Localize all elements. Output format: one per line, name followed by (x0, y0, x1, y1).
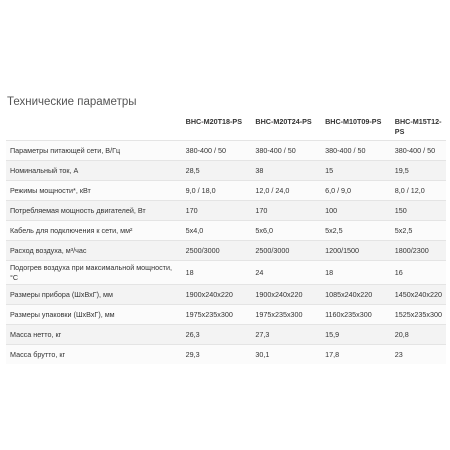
cell-value: 1900х240х220 (182, 285, 252, 305)
cell-value: 17,8 (321, 345, 391, 365)
cell-value: 380-400 / 50 (182, 141, 252, 161)
row-label: Размеры прибора (ШхВхГ), мм (6, 285, 182, 305)
cell-value: 27,3 (251, 325, 321, 345)
cell-value: 28,5 (182, 161, 252, 181)
table-row (6, 345, 446, 365)
cell-value: 23 (391, 345, 446, 365)
cell-value: 170 (251, 201, 321, 221)
cell-value: 16 (391, 261, 446, 285)
row-label: Параметры питающей сети, В/Гц (6, 141, 182, 161)
table-header-row (6, 113, 446, 141)
row-label: Расход воздуха, м³/час (6, 241, 182, 261)
table-row (6, 181, 446, 201)
cell-value: 380-400 / 50 (321, 141, 391, 161)
row-label: Номинальный ток, А (6, 161, 182, 181)
cell-value: 1450х240х220 (391, 285, 446, 305)
header-model-2: BHC-M20T24-PS (255, 117, 312, 126)
cell-value: 380-400 / 50 (251, 141, 321, 161)
cell-value: 18 (182, 261, 252, 285)
cell-value: 8,0 / 12,0 (391, 181, 446, 201)
row-label: Подогрев воздуха при максимальной мощности, °С (6, 261, 182, 285)
cell-value: 24 (251, 261, 321, 285)
cell-value: 1160х235х300 (321, 305, 391, 325)
table-row (6, 141, 446, 161)
row-label: Размеры упаковки (ШхВхГ), мм (6, 305, 182, 325)
cell-value: 20,8 (391, 325, 446, 345)
cell-value: 19,5 (391, 161, 446, 181)
cell-value: 18 (321, 261, 391, 285)
header-model-3: BHC-M10T09-PS (325, 117, 382, 126)
table-row (6, 305, 446, 325)
table-row (6, 241, 446, 261)
cell-value: 12,0 / 24,0 (251, 181, 321, 201)
cell-value: 1975х235х300 (251, 305, 321, 325)
cell-value: 1525х235х300 (391, 305, 446, 325)
cell-value: 5х2,5 (391, 221, 446, 241)
row-label: Масса нетто, кг (6, 325, 182, 345)
cell-value: 2500/3000 (182, 241, 252, 261)
row-label: Масса брутто, кг (6, 345, 182, 365)
row-label: Потребляемая мощность двигателей, Вт (6, 201, 182, 221)
cell-value: 9,0 / 18,0 (182, 181, 252, 201)
cell-value: 1200/1500 (321, 241, 391, 261)
row-label: Режимы мощности*, кВт (6, 181, 182, 201)
cell-value: 1800/2300 (391, 241, 446, 261)
cell-value: 15 (321, 161, 391, 181)
table-row (6, 285, 446, 305)
table-row (6, 201, 446, 221)
cell-value: 150 (391, 201, 446, 221)
cell-value: 30,1 (251, 345, 321, 365)
cell-value: 2500/3000 (251, 241, 321, 261)
cell-value: 5х6,0 (251, 221, 321, 241)
table-row (6, 261, 446, 285)
spec-table (6, 113, 446, 364)
table-row (6, 161, 446, 181)
cell-value: 380-400 / 50 (391, 141, 446, 161)
cell-value: 26,3 (182, 325, 252, 345)
cell-value: 29,3 (182, 345, 252, 365)
header-model-4: BHC-M15T12-PS (394, 117, 442, 136)
cell-value: 5х4,0 (182, 221, 252, 241)
cell-value: 1900х240х220 (251, 285, 321, 305)
cell-value: 15,9 (321, 325, 391, 345)
cell-value: 6,0 / 9,0 (321, 181, 391, 201)
row-label: Кабель для подключения к сети, мм² (6, 221, 182, 241)
cell-value: 1975х235х300 (182, 305, 252, 325)
cell-value: 170 (182, 201, 252, 221)
cell-value: 1085х240х220 (321, 285, 391, 305)
table-row (6, 325, 446, 345)
table-row (6, 221, 446, 241)
cell-value: 100 (321, 201, 391, 221)
section-title: Технические параметры (7, 96, 137, 108)
cell-value: 38 (251, 161, 321, 181)
cell-value: 5х2,5 (321, 221, 391, 241)
header-model-1: BHC-M20T18-PS (185, 117, 242, 126)
header-parameter (6, 113, 182, 141)
